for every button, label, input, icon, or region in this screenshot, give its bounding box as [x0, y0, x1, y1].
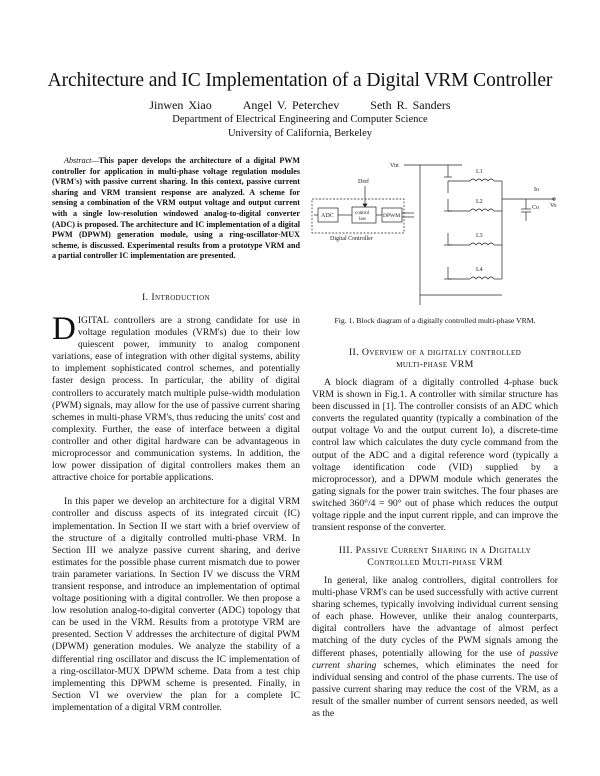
vo-label: Vo — [550, 203, 557, 209]
co-label: Co — [532, 205, 540, 211]
overview-paragraph: A block diagram of a digitally controlled 4-phase buck VRM is shown in Fig.1. A controller with similar structure has been discussed in [1]. The controller consists of an ADC which converts the regulated quantity (typically a combination of the output voltage Vo and the output current Io), a discrete-time control law which calculates the duty cycle command from the output of the ADC and a digital reference word (typically a voltage identification code (VID) supplied by a microprocessor), and a DPWM module which generates the gating signals for the power train switches. The four phases are switched 360°/4 = 90° out of phase which reduces the output voltage ripple and the input current ripple, and can improve the transient response of the converter. — [312, 377, 558, 534]
sharing-paragraph-emphasis: passive current sharing — [312, 647, 558, 671]
vin-label: Vin — [390, 163, 399, 169]
abstract-label: Abstract — [64, 156, 92, 165]
phase-3 — [444, 233, 502, 245]
section-heading: I. Introduction — [142, 292, 210, 303]
sharing-paragraph-a: In general, like analog controllers, digital controllers for multi-phase VRM's can be used successfully with active current sharing schemes, typically involving individual current sensing of each phase. However, unlike their analog counterparts, digital controllers have the advantage of almost perfect matching of the duty cycles of the PWM signals among the different phases, potentially allowing for the use of — [312, 575, 558, 659]
control-law-label-1: control — [355, 211, 370, 216]
block-diagram-figure — [310, 155, 560, 305]
adc-label: ADC — [321, 213, 334, 219]
author-list — [0, 98, 600, 113]
phase-4 — [444, 267, 502, 279]
author-1: Jinwen Xiao — [149, 98, 212, 112]
section-3-heading-line-1: III. Passive Current Sharing in a Digitally — [338, 545, 532, 556]
control-law-label-2: law — [359, 217, 367, 222]
paper-title: Architecture and IC Implementation of a Digital VRM Controller — [47, 70, 553, 91]
author-3: Seth R. Sanders — [370, 98, 451, 112]
dref-label: Dref — [358, 179, 369, 185]
section-2-heading-line-1: II. Overview of a digitally controlled — [348, 347, 522, 358]
section-2-heading-line-2: multi-phase VRM — [396, 359, 474, 370]
inductor-label-2: L2 — [476, 199, 483, 205]
abstract-text: This paper develops the architecture of a digital PWM controller for application in multi-phase voltage regulation modules (VRM's) with passive current sharing. In this context, passive current sharing and VRM transient response are analyzed. A scheme for sensing a combination of the VRM output voltage and output current with a single low-resolution windowed analog-to-digital converter (ADC) is proposed. The architecture and IC implementation of a digital PWM (DPWM) generation module, using a ring-oscillator-MUX scheme, is discussed. Experimental results from a prototype VRM and a partial controller IC implementation are presented. — [52, 156, 300, 261]
intro-paragraph-1: IGITAL controllers are a strong candidate for use in voltage regulation modules (VRM's) due to their low quiescent power, immunity to analog component variations, ease of integration with other digital systems, ability to implement sophisticated control schemes, and potentially faster design process. In particular, the ability of digital controllers to accurately match multiple pulse-width modulation (PWM) signals, may allow for the use of passive current sharing schemes in multi-phase VRM's, thus reducing the units' cost and complexity. Further, the ease of interface between a digital controller and other digital hardware can be advantageous in microprocessor and communication systems. In addition, the low power dissipation of digital controllers makes them an attractive choice for portable applications. — [52, 315, 300, 484]
inductor-label-3: L3 — [476, 233, 483, 239]
dpwm-label: DPWM — [383, 213, 401, 219]
section-overview — [312, 347, 558, 534]
digital-controller-label: Digital Controller — [330, 236, 373, 242]
drop-cap: D — [52, 311, 76, 347]
phase-2 — [444, 199, 502, 211]
affiliation-department: Department of Electrical Engineering and Computer Science — [172, 114, 428, 125]
figure-caption: Fig. 1. Block diagram of a digitally controlled multi-phase VRM. — [334, 316, 536, 325]
section-introduction — [52, 292, 300, 714]
author-2: Angel V. Peterchev — [242, 98, 340, 112]
section-3-heading-line-2: Controlled Multi-phase VRM — [367, 557, 503, 568]
abstract: Abstract—This paper develops the architecture of a digital PWM controller for application in multi-phase voltage regulation modules (VRM's) with passive current sharing. In this context, passive current sharing and VRM transient response are analyzed. A scheme for sensing a combination of the VRM output voltage and output current with a single low-resolution windowed analog-to-digital converter (ADC) is proposed. The architecture and IC implementation of a digital PWM (DPWM) generation module, using a ring-oscillator-MUX scheme, is discussed. Experimental results from a prototype VRM and a partial controller IC implementation are presented. — [52, 156, 300, 261]
affiliation-university: University of California, Berkeley — [227, 128, 373, 139]
inductor-label-4: L4 — [476, 267, 483, 273]
sharing-paragraph-b: schemes, which eliminates the need for individual sensing and control of the phase currents. The use of passive current sharing may reduce the cost of the VRM, as a result of the smaller number of current sensors needed, as well as the — [312, 659, 559, 720]
phase-1 — [444, 165, 502, 193]
io-label: Io — [534, 187, 539, 193]
section-passive-current-sharing — [312, 545, 558, 720]
inductor-label-1: L1 — [476, 169, 483, 175]
intro-paragraph-2: In this paper we develop an architecture for a digital VRM controller and discuss aspects of its integrated circuit (IC) implementation. In Section II we start with a brief overview of the structure of a digitally controlled multi-phase VRM. In Section III we analyze passive current sharing, and derive estimates for the possible phase current mismatch due to power train parameter variations. In Section IV we discuss the VRM transient response, and introduce an implementation of optimal voltage positioning with a digital controller. We then propose a low resolution analog-to-digital converter (ADC) topology that can be used in the VRM. Results from a prototype VRM are presented. Section V addresses the architecture of digital PWM (DPWM) generation modules. We analyze the stability of a differential ring oscillator and discuss the IC implementation of a ring-oscillator-MUX DPWM scheme. Data from a test chip implementing this DPWM scheme is presented. Finally, in Section VI we overview the plan for a complete IC implementation of a digital VRM controller. — [52, 496, 300, 713]
